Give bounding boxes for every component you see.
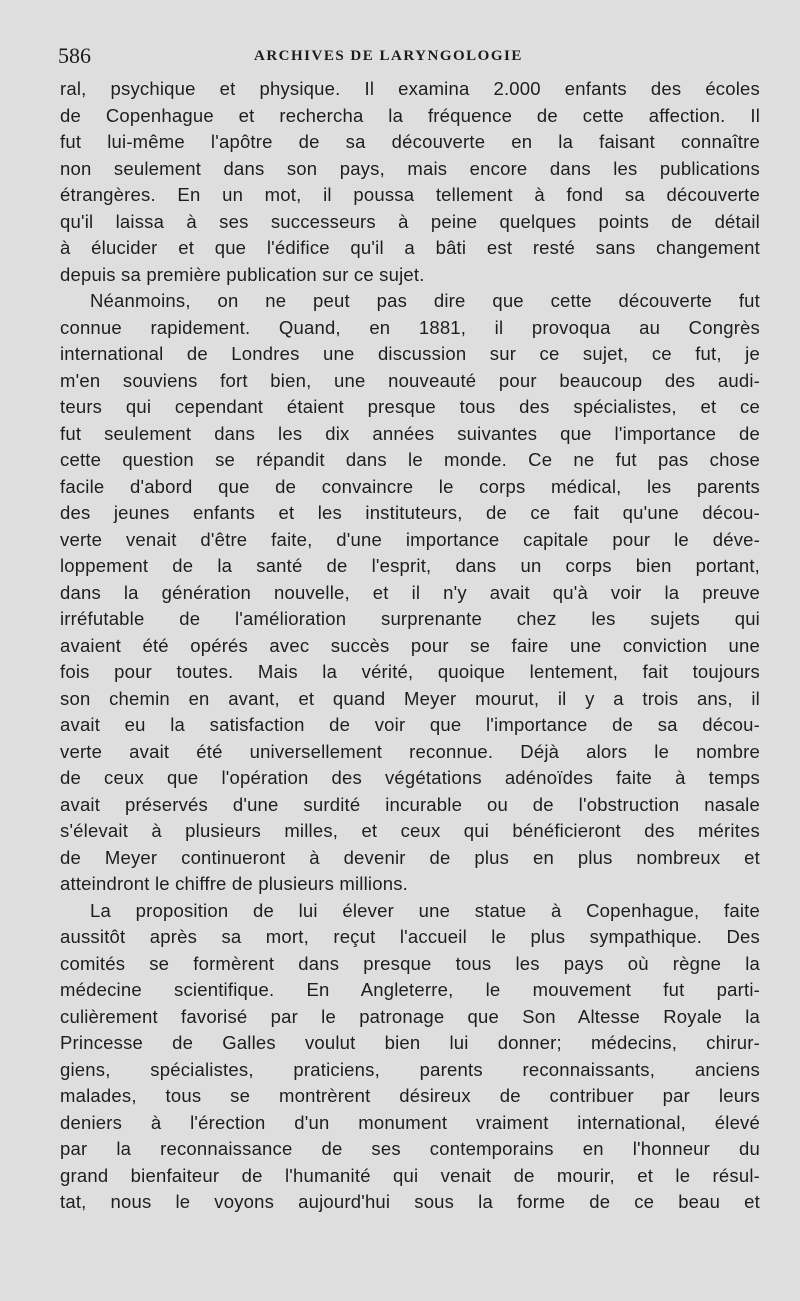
running-head: ARCHIVES DE LARYNGOLOGIE xyxy=(254,48,523,64)
text-line: facile d'abord que de convaincre le corps médical, les parents xyxy=(60,475,760,497)
text-line: de ceux que l'opération des végétations adénoïdes faite à temps xyxy=(60,767,760,788)
text-line: médecine scientifique. En Angleterre, le mouvement fut parti- xyxy=(60,979,760,1000)
text-line: atteindront le chiffre de plusieurs millions. xyxy=(60,873,408,894)
text-line: ral, psychique et physique. Il examina 2.000 enfants des écoles xyxy=(60,78,760,99)
text-line: dans la génération nouvelle, et il n'y avait qu'à voir la preuve xyxy=(60,581,760,603)
text-line: non seulement dans son pays, mais encore dans les publications xyxy=(60,157,760,179)
page-number: 586 xyxy=(58,43,91,68)
text-line: à élucider et que l'édifice qu'il a bâti est resté sans changement xyxy=(60,237,760,258)
text-line: international de Londres une discussion sur ce sujet, ce fut, je xyxy=(60,343,760,364)
text-line: avaient été opérés avec succès pour se faire une conviction une xyxy=(60,634,760,656)
text-line: loppement de la santé de l'esprit, dans un corps bien portant, xyxy=(60,555,760,576)
text-line: de Meyer continueront à devenir de plus en plus nombreux et xyxy=(60,846,760,868)
text-line: étrangères. En un mot, il poussa tellement à fond sa découverte xyxy=(60,184,760,205)
text-line: La proposition de lui élever une statue à Copenhague, faite xyxy=(90,899,760,921)
paragraph xyxy=(60,288,760,898)
text-line: fut seulement dans les dix années suivantes que l'importance de xyxy=(60,422,760,444)
text-line: connue rapidement. Quand, en 1881, il provoqua au Congrès xyxy=(60,316,760,338)
text-line: m'en souviens fort bien, une nouveauté pour beaucoup des audi- xyxy=(60,369,760,391)
text-line: avait eu la satisfaction de voir que l'importance de sa décou- xyxy=(60,714,760,735)
text-line: fois pour toutes. Mais la vérité, quoique lentement, fait toujours xyxy=(60,661,760,682)
text-line: qu'il laissa à ses successeurs à peine quelques points de détail xyxy=(60,210,760,232)
text-line: verte avait été universellement reconnue. Déjà alors le nombre xyxy=(60,740,760,762)
text-line: culièrement favorisé par le patronage que Son Altesse Royale la xyxy=(60,1005,760,1027)
text-line: malades, tous se montrèrent désireux de contribuer par leurs xyxy=(60,1085,760,1106)
page-header xyxy=(58,44,758,70)
text-line: comités se formèrent dans presque tous les pays où règne la xyxy=(60,952,760,974)
text-line: aussitôt après sa mort, reçut l'accueil le plus sympathique. Des xyxy=(60,926,760,947)
text-line: deniers à l'érection d'un monument vraiment international, élevé xyxy=(60,1111,760,1133)
text-line: par la reconnaissance de ses contemporains en l'honneur du xyxy=(60,1138,760,1159)
text-line: de Copenhague et rechercha la fréquence de cette affection. Il xyxy=(60,104,760,126)
text-line: s'élevait à plusieurs milles, et ceux qui bénéficieront des mérites xyxy=(60,820,760,841)
text-line: avait préservés d'une surdité incurable ou de l'obstruction nasale xyxy=(60,793,760,815)
paragraph xyxy=(60,76,760,288)
text-line: grand bienfaiteur de l'humanité qui venait de mourir, et le résul- xyxy=(60,1164,760,1186)
text-line: des jeunes enfants et les instituteurs, de ce fait qu'une décou- xyxy=(60,502,760,523)
body-text xyxy=(60,76,760,1216)
text-line: Néanmoins, on ne peut pas dire que cette découverte fut xyxy=(90,290,760,311)
text-line: irréfutable de l'amélioration surprenante chez les sujets qui xyxy=(60,608,760,629)
text-line: Princesse de Galles voulut bien lui donner; médecins, chirur- xyxy=(60,1032,760,1053)
text-line: teurs qui cependant étaient presque tous des spécialistes, et ce xyxy=(60,396,760,417)
text-line: depuis sa première publication sur ce sujet. xyxy=(60,263,425,285)
text-line: cette question se répandit dans le monde. Ce ne fut pas chose xyxy=(60,449,760,470)
text-line: fut lui-même l'apôtre de sa découverte en la faisant connaître xyxy=(60,131,760,152)
text-line: giens, spécialistes, praticiens, parents reconnaissants, anciens xyxy=(60,1058,760,1080)
text-line: verte venait d'être faite, d'une importance capitale pour le déve- xyxy=(60,528,760,550)
paragraph xyxy=(60,898,760,1216)
text-line: tat, nous le voyons aujourd'hui sous la forme de ce beau et xyxy=(60,1191,760,1212)
text-line: son chemin en avant, et quand Meyer mourut, il y a trois ans, il xyxy=(60,687,760,709)
